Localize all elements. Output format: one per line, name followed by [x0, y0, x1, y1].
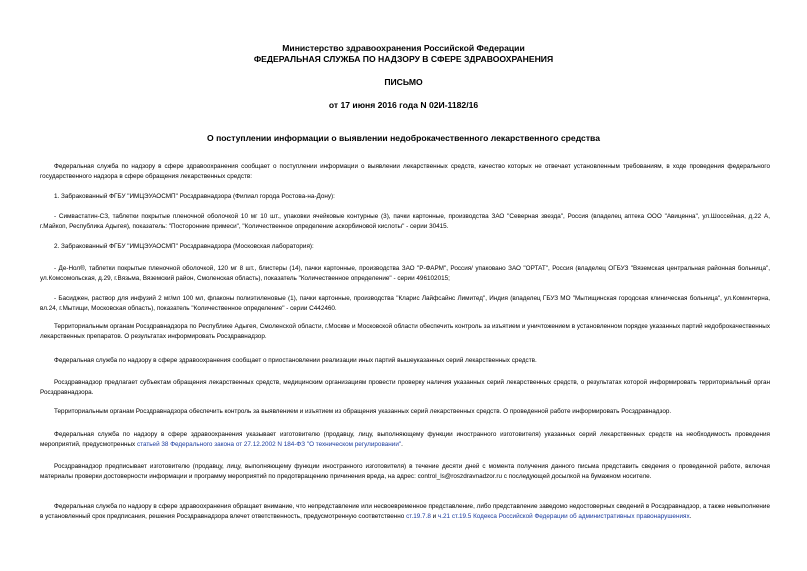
paragraph-item-2-heading: 2. Забракованный ФГБУ "ИМЦЭУАОСМП" Росздравнадзора (Московская лаборатория):	[54, 243, 314, 250]
paragraph-text: Федеральная служба по надзору в сфере здравоохранения обращает внимание, что непредставление или несвоевременное представление, либо представление заведомо недостоверных сведений в Росздравнадзор, а также невыполнение в установленный срок предписания, решения Росздравнадзора влечет ответственность, предусмотренную соответственно	[40, 503, 770, 520]
paragraph-manufacturer-measures	[40, 430, 770, 449]
paragraph-territorial-seizure: Территориальным органам Росздравнадзора обеспечить контроль за выявлением и изъятием из обращения указанных серий лекарственных средств. О проведенной работе информировать Росздравнадзор.	[54, 408, 672, 415]
document-type: ПИСЬМО	[384, 77, 423, 87]
paragraph-text-end: .	[689, 512, 692, 520]
document-title: О поступлении информации о выявлении недоброкачественного лекарственного средства	[207, 133, 600, 143]
paragraph-intro: Федеральная служба по надзору в сфере здравоохранения сообщает о поступлении информации о выявлении лекарственных средств, качество которых не отвечает установленным требованиям, в ходе проведения федерального государственного надзора в сфере обращения лекарственных средств:	[40, 163, 770, 180]
paragraph-text-mid: и	[430, 512, 438, 520]
paragraph-text-end: .	[401, 440, 403, 448]
paragraph-item-2-detail-b: - Басиджен, раствор для инфузий 2 мг/мл 100 мл, флаконы полиэтиленовые (1), пачки картонные, производства "Кларис Лайфсайнс Лимитед", Индия (владелец ГБУЗ МО "Мытищинская городская клиническая больница", ул.Коминтерна, вл.24, г.Мытищи, Московская область), показатель "Количественное определение" - серии С442460.	[40, 295, 770, 312]
paragraph-item-1-detail: - Симвастатин-СЗ, таблетки покрытые пленочной оболочкой 10 мг 10 шт., упаковки ячейковые контурные (3), пачки картонные, производства ЗАО "Северная звезда", Россия (владелец аптека ООО "Авиценна", ул.Шоссейная, д.22 А, г.Майкоп, Республика Адыгея), показатель: "Посторонние примеси", "Количественное определение аскорбиновой кислоты" - серии 30415.	[40, 213, 770, 230]
paragraph-item-2-detail-a: - Де-Нол®, таблетки покрытые пленочной оболочкой, 120 мг 8 шт., блистеры (14), пачки картонные, производства ЗАО "Р-ФАРМ", Россия/ упаковано ЗАО "ОРТАТ", Россия (владелец ОГБУЗ "Вяземская центральная районная больница", ул.Комсомольская, д.29, г.Вязьма, Вяземский район, Смоленская область), показатель "Количественное определение" - серии 496102015;	[40, 265, 770, 282]
paragraph-subjects-check: Росздравнадзор предлагает субъектам обращения лекарственных средств, медицинским организациям провести проверку наличия указанных серий лекарственных средств, о результатах которой информировать территориальный орган Росздравнадзора.	[40, 379, 770, 396]
koap-19-7-8-link[interactable]: ст.19.7.8	[406, 512, 431, 520]
paragraph-liability	[40, 502, 770, 521]
paragraph-item-1-heading: 1. Забракованный ФГБУ "ИМЦЭУАОСМП" Росздравнадзора (Филиал города Ростова-на-Дону):	[54, 193, 335, 200]
paragraph-territorial-control: Территориальным органам Росздравнадзора по Республике Адыгея, Смоленской области, г.Москве и Московской области обеспечить контроль за изъятием и уничтожением в установленном порядке указанных партий недоброкачественных лекарственных препаратов. О результатах информировать Росздравнадзор.	[40, 323, 770, 340]
law-184-fz-link[interactable]: статьей 38 Федерального закона от 27.12.2002 N 184-ФЗ "О техническом регулировании"	[136, 440, 402, 448]
paragraph-suspension: Федеральная служба по надзору в сфере здравоохранения сообщает о приостановлении реализации иных партий вышеуказанных серий лекарственных средств.	[54, 357, 537, 364]
paragraph-manufacturer-report: Росздравнадзор предписывает изготовителю (продавцу, лицу, выполняющему функции иностранного изготовителя) в течение десяти дней с момента получения данного письма представить сведения о проведенной работе, включая материалы проверки достоверности информации и программу мероприятий по предотвращению причинения вреда, на адрес: control_ls@roszdravnadzor.ru с последующей досылкой на бумажном носителе.	[40, 463, 770, 480]
koap-19-5-link[interactable]: ч.21 ст.19.5 Кодекса Российской Федерации об административных правонарушениях	[437, 512, 690, 520]
ministry-name: Министерство здравоохранения Российской Федерации	[282, 43, 525, 53]
service-name: ФЕДЕРАЛЬНАЯ СЛУЖБА ПО НАДЗОРУ В СФЕРЕ ЗДРАВООХРАНЕНИЯ	[253, 54, 554, 64]
document-date-number: от 17 июня 2016 года N 02И-1182/16	[328, 100, 479, 110]
paragraph-text: Федеральная служба по надзору в сфере здравоохранения указывает изготовителю (продавцу, лицу, выполняющему функции иностранного изготовителя) указанных серий лекарственных средств на необходимость проведения мероприятий, предусмотренных	[40, 431, 770, 448]
